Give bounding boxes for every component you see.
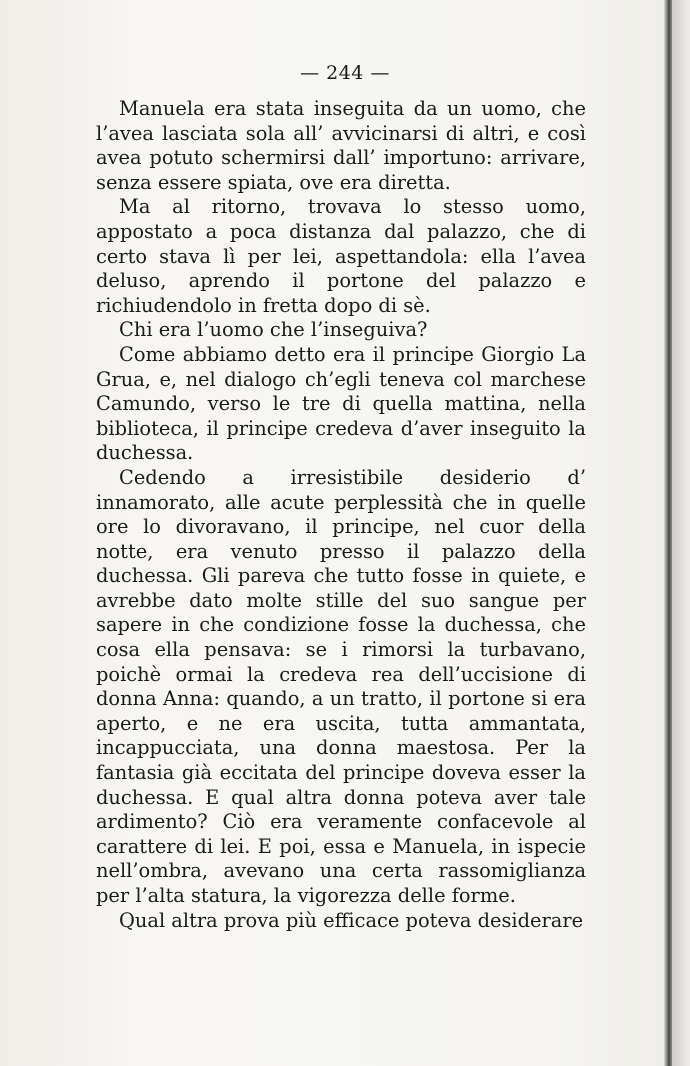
paragraph: Chi era l’uomo che l’inseguiva? xyxy=(119,318,428,342)
paragraph: Manuela era stata inseguita da un uomo, che l’avea lasciata sola all’ avvicinarsi di altri, e così avea potuto schermirsi dall’ importuno: arrivare, senza essere spiata, ove era diretta. xyxy=(96,97,586,194)
body-text xyxy=(96,97,586,933)
paragraph: Ma al ritorno, trovava lo stesso uomo, appostato a poca distanza dal palazzo, che di certo stava lì per lei, aspettandola: ella l’avea deluso, aprendo il portone del palazzo e richiudendolo in fretta dopo di sè. xyxy=(96,195,586,317)
paragraph: Come abbiamo detto era il principe Giorgio La Grua, e, nel dialogo ch’egli teneva col marchese Camundo, verso le tre di quella mattina, nella biblioteca, il principe credeva d’aver inseguito la duchessa. xyxy=(96,342,586,465)
page-binding-edge xyxy=(664,0,672,1066)
page-number: — 244 — xyxy=(300,62,390,84)
page-binding-shadow xyxy=(672,0,690,1066)
paragraph: Cedendo a irresistibile desiderio d’ innamorato, alle acute perplessità che in quelle ore lo divoravano, il principe, nel cuor della notte, era venuto presso il palazzo della duchessa. Gli pareva che tutto fosse in quiete, e avrebbe dato molte stille del suo sangue per sapere in che condizione fosse la duchessa, che cosa ella pensava: se i rimorsi la turbavano, poichè ormai la credeva rea dell’uccisione di donna Anna: quando, a un tratto, il portone si era aperto, e ne era uscita, tutta ammantata, incappucciata, una donna maestosa. Per la fantasia già eccitata del principe doveva esser la duchessa. E qual altra donna poteva aver tale ardimento? Ciò era veramente confacevole al carattere di lei. E poi, essa e Manuela, in ispecie nell’ombra, avevano una certa rassomiglianza per l’alta statura, la vigorezza delle forme. xyxy=(96,465,586,907)
paragraph: Qual altra prova più efficace poteva desiderare xyxy=(119,908,584,932)
